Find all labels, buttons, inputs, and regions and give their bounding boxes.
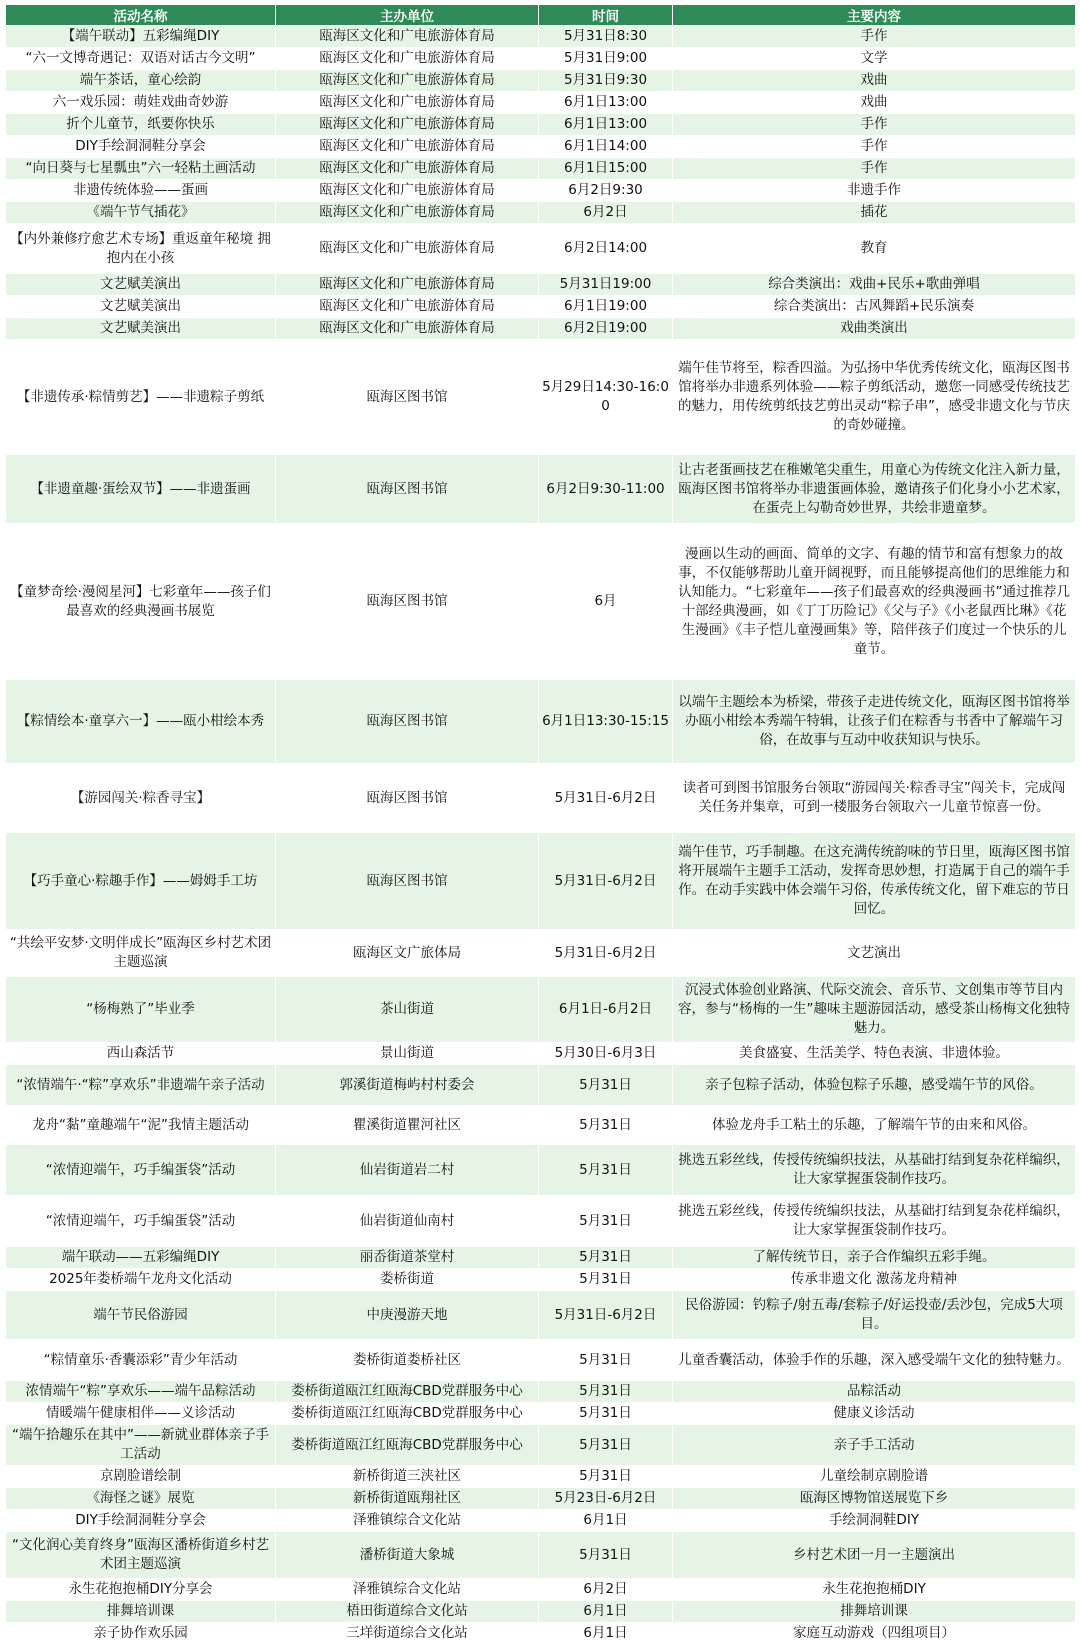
table-body (6, 26, 1076, 1645)
table-row (6, 1145, 1076, 1196)
time-cell: 6月1日13:00 (539, 92, 673, 114)
organizer-cell: 梧田街道综合文化站 (276, 1601, 539, 1623)
time-cell: 5月31日-6月2日 (539, 833, 673, 930)
time-cell: 5月31日-6月2日 (539, 1291, 673, 1340)
table-row (6, 1269, 1076, 1291)
table-row (6, 1532, 1076, 1579)
activity-name-cell: 《海怪之谜》展览 (6, 1488, 276, 1510)
organizer-cell: 新桥街道瓯翔社区 (276, 1488, 539, 1510)
time-cell: 6月1日14:00 (539, 136, 673, 158)
table-row (6, 296, 1076, 318)
organizer-cell: 新桥街道三浃社区 (276, 1466, 539, 1488)
time-cell: 5月31日 (539, 1065, 673, 1106)
organizer-cell: 泽雅镇综合文化站 (276, 1579, 539, 1601)
main-content-cell: 挑选五彩丝线，传授传统编织技法，从基础打结到复杂花样编织，让大家掌握蛋袋制作技巧。 (673, 1196, 1076, 1247)
activity-name-cell: 非遗传统体验——蛋画 (6, 180, 276, 202)
main-content-cell: 综合类演出：古风舞蹈+民乐演奏 (673, 296, 1076, 318)
activity-name-cell: “杨梅熟了”毕业季 (6, 977, 276, 1043)
time-cell: 5月31日 (539, 1247, 673, 1269)
organizer-cell: 瓯海区图书馆 (276, 680, 539, 764)
time-cell: 5月31日 (539, 1425, 673, 1466)
table-row (6, 764, 1076, 833)
main-content-cell: 乡村艺术团一月一主题演出 (673, 1532, 1076, 1579)
time-cell: 6月2日9:30 (539, 180, 673, 202)
main-content-cell: 让古老蛋画技艺在稚嫩笔尖重生，用童心为传统文化注入新力量，瓯海区图书馆将举办非遗蛋画体验，邀请孩子们化身小小艺术家，在蛋壳上勾勒奇妙世界，共绘非遗童梦。 (673, 455, 1076, 524)
table-row (6, 202, 1076, 224)
time-cell: 6月1日15:00 (539, 158, 673, 180)
table-row (6, 524, 1076, 680)
time-cell: 5月31日9:30 (539, 70, 673, 92)
main-content-cell: 手作 (673, 136, 1076, 158)
main-content-cell: 儿童香囊活动，体验手作的乐趣，深入感受端午文化的独特魅力。 (673, 1340, 1076, 1381)
organizer-cell: 瓯海区文化和广电旅游体育局 (276, 70, 539, 92)
organizer-cell: 景山街道 (276, 1043, 539, 1065)
organizer-cell: 潘桥街道大象城 (276, 1532, 539, 1579)
table-row (6, 92, 1076, 114)
activity-name-cell: 【非遗童趣·蛋绘双节】——非遗蛋画 (6, 455, 276, 524)
time-cell: 6月2日14:00 (539, 224, 673, 274)
main-content-cell: 读者可到图书馆服务台领取“游园闯关·粽香寻宝”闯关卡，完成闯关任务并集章，可到一楼服务台领取六一儿童节惊喜一份。 (673, 764, 1076, 833)
table-row (6, 274, 1076, 296)
table-row (6, 340, 1076, 455)
activity-name-cell: “浓情端午·“粽”享欢乐”非遗端午亲子活动 (6, 1065, 276, 1106)
main-content-cell: 戏曲 (673, 70, 1076, 92)
time-cell: 6月 (539, 524, 673, 680)
main-content-cell: 以端午主题绘本为桥梁，带孩子走进传统文化，瓯海区图书馆将举办瓯小柑绘本秀端午特辑，让孩子们在粽香与书香中了解端午习俗，在故事与互动中收获知识与快乐。 (673, 680, 1076, 764)
activity-name-cell: 【粽情绘本·童享六一】——瓯小柑绘本秀 (6, 680, 276, 764)
table-row (6, 1065, 1076, 1106)
main-content-cell: 沉浸式体验创业路演、代际交流会、音乐节、文创集市等节目内容，参与“杨梅的一生”趣味主题游园活动，感受茶山杨梅文化独特魅力。 (673, 977, 1076, 1043)
organizer-cell: 瓯海区图书馆 (276, 764, 539, 833)
time-cell: 5月31日 (539, 1269, 673, 1291)
main-content-cell: 家庭互动游戏（四组项目） (673, 1623, 1076, 1645)
time-cell: 5月31日 (539, 1403, 673, 1425)
main-content-cell: 手作 (673, 26, 1076, 48)
table-row (6, 1579, 1076, 1601)
table-row (6, 1510, 1076, 1532)
header-organizer: 主办单位 (276, 5, 539, 26)
main-content-cell: 漫画以生动的画面、简单的文字、有趣的情节和富有想象力的故事，不仅能够帮助儿童开阔视野，而且能够提高他们的思维能力和认知能力。“七彩童年——孩子们最喜欢的经典漫画书”通过推荐几十部经典漫画，如《丁丁历险记》《父与子》《小老鼠西比琳》《花生漫画》《丰子恺儿童漫画集》等，陪伴孩子们度过一个快乐的儿童节。 (673, 524, 1076, 680)
time-cell: 5月30日-6月3日 (539, 1043, 673, 1065)
organizer-cell: 瓯海区文化和广电旅游体育局 (276, 48, 539, 70)
table-row (6, 1601, 1076, 1623)
time-cell: 6月1日13:00 (539, 114, 673, 136)
table-row (6, 136, 1076, 158)
organizer-cell: 娄桥街道瓯江红瓯海CBD党群服务中心 (276, 1403, 539, 1425)
table-row (6, 114, 1076, 136)
table-row (6, 224, 1076, 274)
time-cell: 5月31日19:00 (539, 274, 673, 296)
table-row (6, 1623, 1076, 1645)
activity-name-cell: “六一文博奇遇记：双语对话古今文明” (6, 48, 276, 70)
activity-name-cell: “向日葵与七星瓢虫”六一轻粘土画活动 (6, 158, 276, 180)
main-content-cell: 体验龙舟手工粘土的乐趣，了解端午节的由来和风俗。 (673, 1106, 1076, 1145)
organizer-cell: 仙岩街道岩二村 (276, 1145, 539, 1196)
main-content-cell: 插花 (673, 202, 1076, 224)
table-row (6, 930, 1076, 977)
main-content-cell: 文学 (673, 48, 1076, 70)
table-row (6, 318, 1076, 340)
activity-name-cell: 【巧手童心·粽趣手作】——姆姆手工坊 (6, 833, 276, 930)
main-content-cell: 排舞培训课 (673, 1601, 1076, 1623)
organizer-cell: 仙岩街道仙南村 (276, 1196, 539, 1247)
activity-name-cell: 2025年娄桥端午龙舟文化活动 (6, 1269, 276, 1291)
activity-name-cell: 端午节民俗游园 (6, 1291, 276, 1340)
activity-name-cell: 情暖端午健康相伴——义诊活动 (6, 1403, 276, 1425)
time-cell: 6月2日 (539, 1579, 673, 1601)
organizer-cell: 娄桥街道瓯江红瓯海CBD党群服务中心 (276, 1425, 539, 1466)
activity-name-cell: 永生花抱抱桶DIY分享会 (6, 1579, 276, 1601)
header-time: 时间 (539, 5, 673, 26)
organizer-cell: 瓯海区文化和广电旅游体育局 (276, 180, 539, 202)
main-content-cell: 综合类演出：戏曲+民乐+歌曲弹唱 (673, 274, 1076, 296)
activity-name-cell: 排舞培训课 (6, 1601, 276, 1623)
main-content-cell: 亲子包粽子活动，体验包粽子乐趣，感受端午节的风俗。 (673, 1065, 1076, 1106)
organizer-cell: 娄桥街道 (276, 1269, 539, 1291)
activity-name-cell: 端午茶话，童心绘韵 (6, 70, 276, 92)
activity-name-cell: 文艺赋美演出 (6, 318, 276, 340)
time-cell: 6月1日13:30-15:15 (539, 680, 673, 764)
organizer-cell: 瓯海区文化和广电旅游体育局 (276, 136, 539, 158)
organizer-cell: 瓯海区文化和广电旅游体育局 (276, 92, 539, 114)
organizer-cell: 瓯海区文化和广电旅游体育局 (276, 114, 539, 136)
activity-table (5, 4, 1076, 1645)
organizer-cell: 泽雅镇综合文化站 (276, 1510, 539, 1532)
time-cell: 6月1日-6月2日 (539, 977, 673, 1043)
organizer-cell: 瞿溪街道瞿河社区 (276, 1106, 539, 1145)
organizer-cell: 丽岙街道茶堂村 (276, 1247, 539, 1269)
main-content-cell: 非遗手作 (673, 180, 1076, 202)
activity-name-cell: 亲子协作欢乐园 (6, 1623, 276, 1645)
organizer-cell: 瓯海区文化和广电旅游体育局 (276, 224, 539, 274)
activity-name-cell: 【童梦奇绘·漫阅星河】七彩童年——孩子们最喜欢的经典漫画书展览 (6, 524, 276, 680)
main-content-cell: 儿童绘制京剧脸谱 (673, 1466, 1076, 1488)
time-cell: 6月1日 (539, 1623, 673, 1645)
main-content-cell: 亲子手工活动 (673, 1425, 1076, 1466)
organizer-cell: 瓯海区图书馆 (276, 455, 539, 524)
activity-name-cell: 六一戏乐园：萌娃戏曲奇妙游 (6, 92, 276, 114)
time-cell: 5月31日-6月2日 (539, 764, 673, 833)
main-content-cell: 端午佳节，巧手制趣。在这充满传统韵味的节日里，瓯海区图书馆将开展端午主题手工活动，发挥奇思妙想，打造属于自己的端午手作。在动手实践中体会端午习俗，传承传统文化，留下难忘的节日回忆。 (673, 833, 1076, 930)
main-content-cell: 永生花抱抱桶DIY (673, 1579, 1076, 1601)
table-row (6, 1381, 1076, 1403)
organizer-cell: 三垟街道综合文化站 (276, 1623, 539, 1645)
time-cell: 5月31日-6月2日 (539, 930, 673, 977)
main-content-cell: 手绘洞洞鞋DIY (673, 1510, 1076, 1532)
organizer-cell: 瓯海区文化和广电旅游体育局 (276, 318, 539, 340)
organizer-cell: 瓯海区文化和广电旅游体育局 (276, 158, 539, 180)
main-content-cell: 健康义诊活动 (673, 1403, 1076, 1425)
table-row (6, 977, 1076, 1043)
activity-name-cell: DIY手绘洞洞鞋分享会 (6, 1510, 276, 1532)
organizer-cell: 郭溪街道梅屿村村委会 (276, 1065, 539, 1106)
table-row (6, 1106, 1076, 1145)
table-row (6, 158, 1076, 180)
activity-name-cell: “浓情迎端午，巧手编蛋袋”活动 (6, 1145, 276, 1196)
time-cell: 6月1日 (539, 1601, 673, 1623)
table-row (6, 680, 1076, 764)
activity-name-cell: “文化润心美育终身”瓯海区潘桥街道乡村艺术团主题巡演 (6, 1532, 276, 1579)
activity-name-cell: 《端午节气插花》 (6, 202, 276, 224)
time-cell: 5月31日 (539, 1145, 673, 1196)
activity-name-cell: 【内外兼修疗愈艺术专场】重返童年秘境 拥抱内在小孩 (6, 224, 276, 274)
time-cell: 5月23日-6月2日 (539, 1488, 673, 1510)
activity-name-cell: 【端午联动】五彩编绳DIY (6, 26, 276, 48)
activity-name-cell: 西山森活节 (6, 1043, 276, 1065)
activity-name-cell: 龙舟“黏”童趣端午“泥”我情主题活动 (6, 1106, 276, 1145)
main-content-cell: 了解传统节日，亲子合作编织五彩手绳。 (673, 1247, 1076, 1269)
activity-name-cell: 【非遗传承·粽情剪艺】——非遗粽子剪纸 (6, 340, 276, 455)
organizer-cell: 娄桥街道娄桥社区 (276, 1340, 539, 1381)
time-cell: 6月1日19:00 (539, 296, 673, 318)
main-content-cell: 瓯海区博物馆送展览下乡 (673, 1488, 1076, 1510)
table-row (6, 455, 1076, 524)
activity-name-cell: 文艺赋美演出 (6, 296, 276, 318)
main-content-cell: 文艺演出 (673, 930, 1076, 977)
time-cell: 5月31日8:30 (539, 26, 673, 48)
table-row (6, 1425, 1076, 1466)
time-cell: 5月31日 (539, 1196, 673, 1247)
time-cell: 5月31日 (539, 1340, 673, 1381)
header-activity-name: 活动名称 (6, 5, 276, 26)
time-cell: 5月31日 (539, 1532, 673, 1579)
table-row (6, 833, 1076, 930)
table-row (6, 1403, 1076, 1425)
table-row (6, 48, 1076, 70)
activity-name-cell: 浓情端午“粽”享欢乐——端午品粽活动 (6, 1381, 276, 1403)
header-main-content: 主要内容 (673, 5, 1076, 26)
main-content-cell: 手作 (673, 158, 1076, 180)
main-content-cell: 传承非遗文化 激荡龙舟精神 (673, 1269, 1076, 1291)
main-content-cell: 端午佳节将至，粽香四溢。为弘扬中华优秀传统文化，瓯海区图书馆将举办非遗系列体验——粽子剪纸活动，邀您一同感受传统技艺的魅力，用传统剪纸技艺剪出灵动“粽子串”，感受非遗文化与节庆的奇妙碰撞。 (673, 340, 1076, 455)
organizer-cell: 瓯海区文广旅体局 (276, 930, 539, 977)
activity-name-cell: 端午联动——五彩编绳DIY (6, 1247, 276, 1269)
activity-name-cell: 文艺赋美演出 (6, 274, 276, 296)
main-content-cell: 美食盛宴、生活美学、特色表演、非遗体验。 (673, 1043, 1076, 1065)
main-content-cell: 戏曲 (673, 92, 1076, 114)
organizer-cell: 中庚漫游天地 (276, 1291, 539, 1340)
table-row (6, 180, 1076, 202)
time-cell: 6月1日 (539, 1510, 673, 1532)
organizer-cell: 娄桥街道瓯江红瓯海CBD党群服务中心 (276, 1381, 539, 1403)
activity-name-cell: 折个儿童节，纸要你快乐 (6, 114, 276, 136)
table-row (6, 1196, 1076, 1247)
time-cell: 6月2日19:00 (539, 318, 673, 340)
organizer-cell: 瓯海区图书馆 (276, 833, 539, 930)
organizer-cell: 茶山街道 (276, 977, 539, 1043)
table-row (6, 1043, 1076, 1065)
activity-name-cell: “端午拾趣乐在其中”——新就业群体亲子手工活动 (6, 1425, 276, 1466)
main-content-cell: 挑选五彩丝线，传授传统编织技法，从基础打结到复杂花样编织，让大家掌握蛋袋制作技巧。 (673, 1145, 1076, 1196)
main-content-cell: 手作 (673, 114, 1076, 136)
activity-name-cell: DIY手绘洞洞鞋分享会 (6, 136, 276, 158)
main-content-cell: 品粽活动 (673, 1381, 1076, 1403)
table-row (6, 1466, 1076, 1488)
activity-name-cell: “共绘平安梦·文明伴成长”瓯海区乡村艺术团主题巡演 (6, 930, 276, 977)
time-cell: 5月29日14:30-16:00 (539, 340, 673, 455)
main-content-cell: 戏曲类演出 (673, 318, 1076, 340)
table-row (6, 26, 1076, 48)
activity-name-cell: “粽情童乐·香囊添彩”青少年活动 (6, 1340, 276, 1381)
time-cell: 5月31日 (539, 1106, 673, 1145)
organizer-cell: 瓯海区文化和广电旅游体育局 (276, 26, 539, 48)
organizer-cell: 瓯海区文化和广电旅游体育局 (276, 274, 539, 296)
main-content-cell: 民俗游园：钓粽子/射五毒/套粽子/好运投壶/丢沙包，完成5大项目。 (673, 1291, 1076, 1340)
time-cell: 5月31日 (539, 1466, 673, 1488)
time-cell: 6月2日 (539, 202, 673, 224)
table-row (6, 1291, 1076, 1340)
table-row (6, 1340, 1076, 1381)
time-cell: 5月31日 (539, 1381, 673, 1403)
organizer-cell: 瓯海区文化和广电旅游体育局 (276, 296, 539, 318)
activity-name-cell: 【游园闯关·粽香寻宝】 (6, 764, 276, 833)
main-content-cell: 教育 (673, 224, 1076, 274)
organizer-cell: 瓯海区图书馆 (276, 524, 539, 680)
organizer-cell: 瓯海区文化和广电旅游体育局 (276, 202, 539, 224)
time-cell: 6月2日9:30-11:00 (539, 455, 673, 524)
table-row (6, 70, 1076, 92)
organizer-cell: 瓯海区图书馆 (276, 340, 539, 455)
table-row (6, 1247, 1076, 1269)
table-header-row (6, 5, 1076, 26)
time-cell: 5月31日9:00 (539, 48, 673, 70)
table-row (6, 1488, 1076, 1510)
activity-name-cell: “浓情迎端午，巧手编蛋袋”活动 (6, 1196, 276, 1247)
activity-name-cell: 京剧脸谱绘制 (6, 1466, 276, 1488)
